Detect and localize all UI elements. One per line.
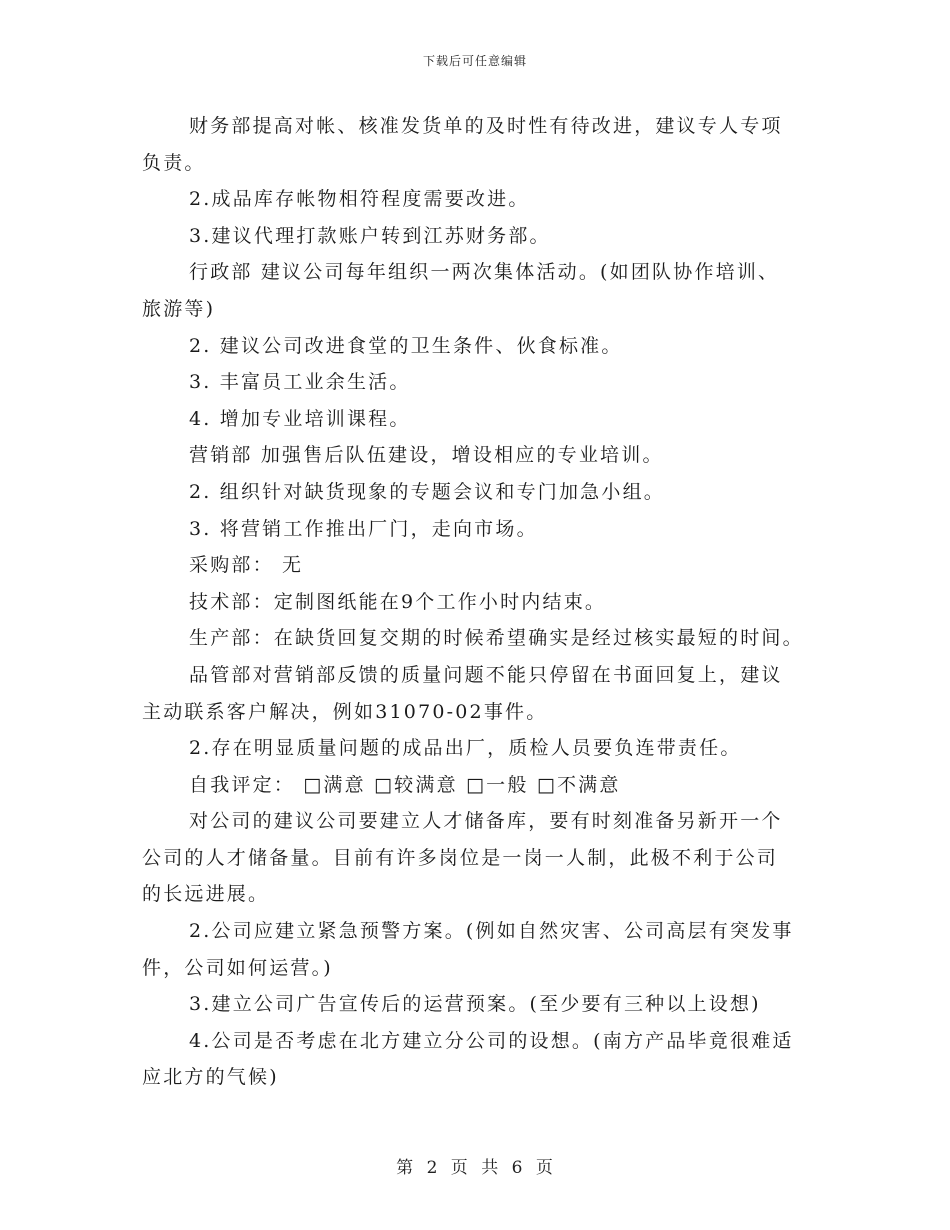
text-line: 主动联系客户解决，例如31070-02事件。 xyxy=(142,700,548,723)
footer-suffix: 页 xyxy=(535,1158,554,1178)
page-header: 下载后可任意编辑 xyxy=(422,54,527,68)
text-line: 4. 增加专业培训课程。 xyxy=(189,407,411,430)
text-line: 生产部：在缺货回复交期的时候希望确实是经过核实最短的时间。 xyxy=(189,627,804,650)
text-line: 3. 丰富员工业余生活。 xyxy=(189,371,411,394)
footer-prefix: 第 xyxy=(396,1158,415,1178)
text-line: 4.公司是否考虑在北方建立分公司的设想。(南方产品毕竟很难适 xyxy=(189,1029,794,1052)
text-line: 旅游等) xyxy=(142,297,216,320)
text-line: 的长远进展。 xyxy=(142,883,270,906)
footer-mid: 页 xyxy=(450,1158,469,1178)
text-line: 营销部 加强售后队伍建设，增设相应的专业培训。 xyxy=(189,444,664,467)
text-line: 2. 组织针对缺货现象的专题会议和专门加急小组。 xyxy=(189,480,665,503)
text-line: 负责。 xyxy=(142,151,206,174)
text-line: 行政部 建议公司每年组织一两次集体活动。(如团队协作培训、 xyxy=(189,261,780,284)
text-line: 2.成品库存帐物相符程度需要改进。 xyxy=(189,188,530,211)
text-line: 财务部提高对帐、核准发货单的及时性有待改进，建议专人专项 xyxy=(189,115,783,137)
text-line: 3.建立公司广告宣传后的运营预案。(至少要有三种以上设想) xyxy=(189,993,761,1016)
footer-total-label: 共 xyxy=(481,1158,500,1178)
text-line: 应北方的气候) xyxy=(142,1066,279,1089)
text-line: 件，公司如何运营。) xyxy=(142,956,333,979)
text-line: 3.建议代理打款账户转到江苏财务部。 xyxy=(189,224,551,247)
footer-current-page: 2 xyxy=(426,1158,439,1178)
text-line: 自我评定： □满意 □较满意 □一般 □不满意 xyxy=(189,773,621,796)
text-line: 品管部对营销部反馈的质量问题不能只停留在书面回复上，建议 xyxy=(189,663,783,686)
text-line: 采购部： 无 xyxy=(189,554,304,577)
footer-total-pages: 6 xyxy=(511,1158,524,1178)
text-line: 2. 建议公司改进食堂的卫生条件、伙食标准。 xyxy=(189,334,623,357)
text-line: 2.存在明显质量问题的成品出厂，质检人员要负连带责任。 xyxy=(189,737,742,760)
text-line: 2.公司应建立紧急预警方案。(例如自然灾害、公司高层有突发事 xyxy=(189,920,794,943)
text-line: 技术部：定制图纸能在9个工作小时内结束。 xyxy=(189,590,607,613)
document-body xyxy=(142,108,814,1096)
text-line: 对公司的建议公司要建立人才储备库，要有时刻准备另新开一个 xyxy=(189,810,783,833)
text-line: 公司的人才储备量。目前有许多岗位是一岗一人制，此极不利于公司 xyxy=(142,846,779,869)
page-footer xyxy=(0,1153,950,1178)
text-line: 3. 将营销工作推出厂门，走向市场。 xyxy=(189,517,538,540)
